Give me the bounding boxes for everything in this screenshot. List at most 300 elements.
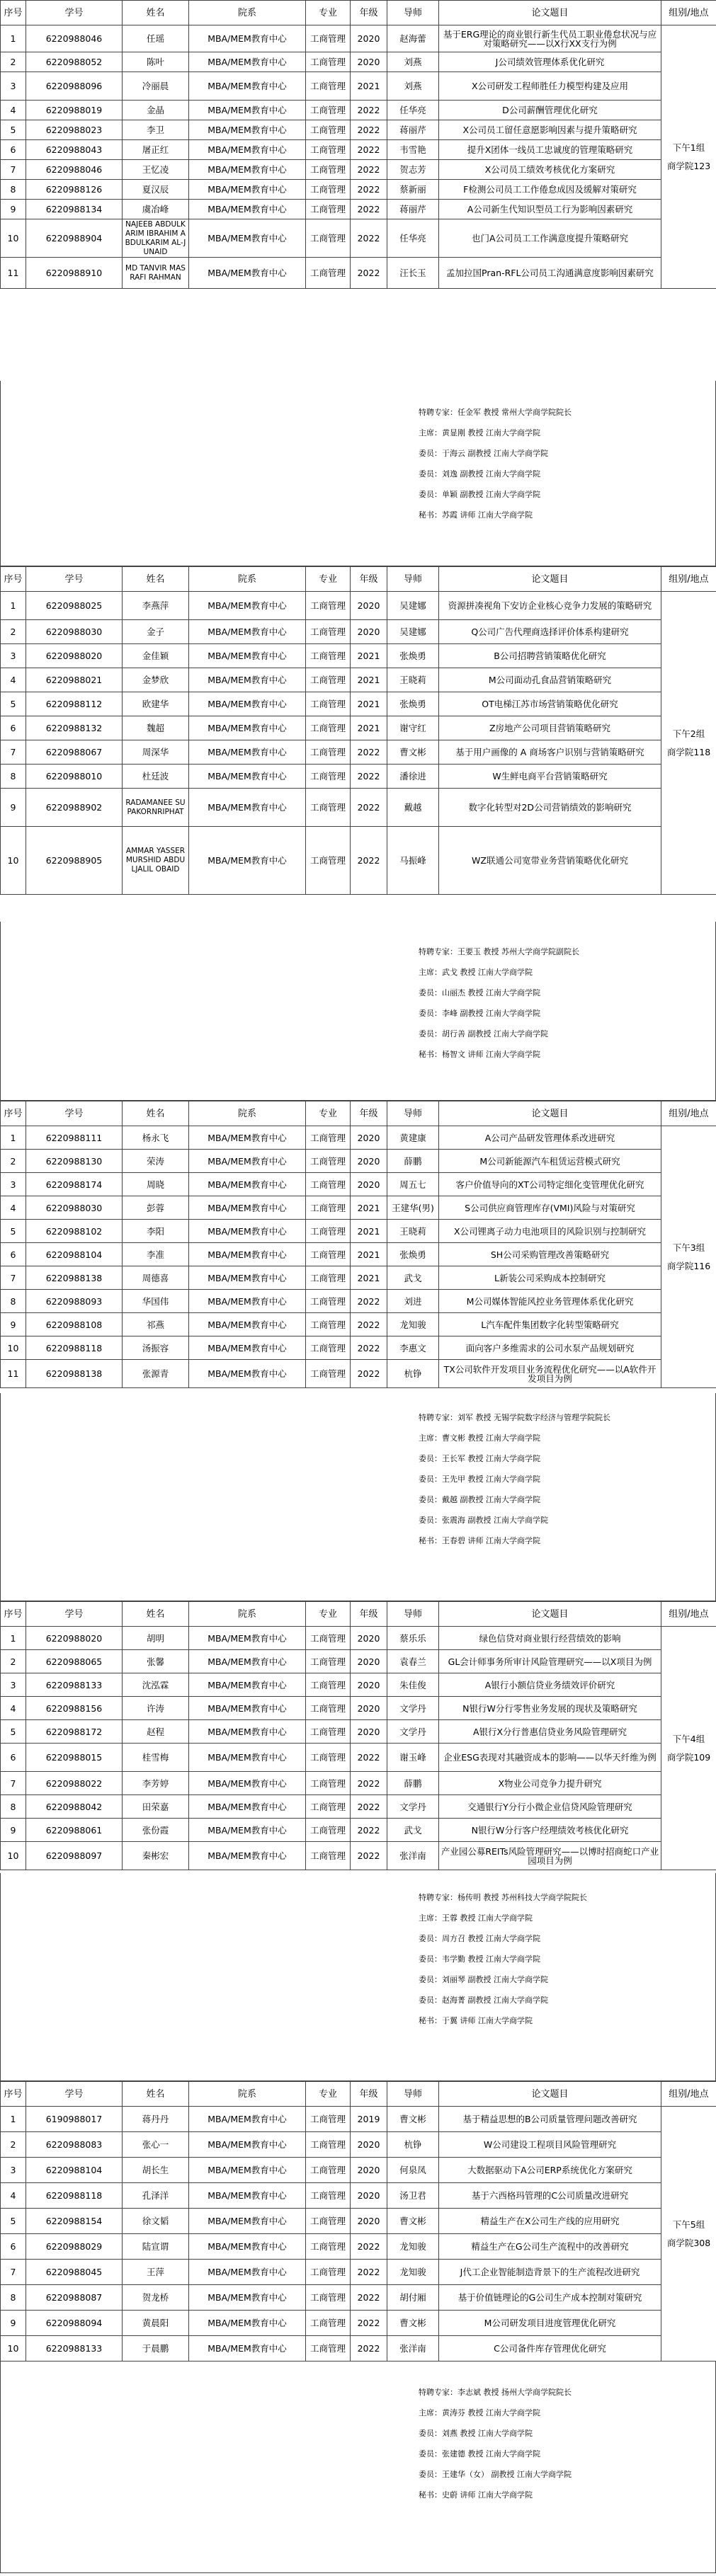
defense-table-group-1: [0, 0, 716, 289]
committee-panel-group-2: [0, 922, 716, 1101]
cell-grade: 2022: [351, 765, 387, 789]
table-row: [1, 2234, 716, 2260]
cell-index: 6: [1, 2234, 26, 2260]
cell-name: 张馨: [123, 1650, 189, 1673]
cell-grade: 2022: [351, 2260, 387, 2285]
cell-department: MBA/MEM教育中心: [189, 52, 306, 72]
cell-department: MBA/MEM教育中心: [189, 258, 306, 289]
cell-index: 9: [1, 1313, 26, 1336]
table-row: [1, 1673, 716, 1697]
cell-student-id: 6220988133: [26, 1673, 123, 1697]
cell-student-id: 6220988174: [26, 1173, 123, 1196]
committee-member: 委员：赵海菁 副教授 江南大学商学院: [419, 1996, 548, 2005]
cell-major: 工商管理: [306, 1720, 351, 1744]
table-row: [1, 160, 716, 180]
col-header-advisor: 导师: [387, 1, 439, 25]
cell-thesis-title: L汽车配件集团数字化转型策略研究: [439, 1313, 661, 1336]
table-row: [1, 72, 716, 101]
cell-index: 11: [1, 258, 26, 289]
cell-advisor: 张焕勇: [387, 1243, 439, 1266]
cell-name: 杜廷波: [123, 765, 189, 789]
table-row: [1, 716, 716, 740]
committee-panel-group-1: [0, 381, 716, 566]
cell-student-id: 6220988067: [26, 740, 123, 765]
col-header-major: 专业: [306, 2082, 351, 2107]
cell-major: 工商管理: [306, 120, 351, 140]
table-row: [1, 2158, 716, 2183]
cell-major: 工商管理: [306, 2336, 351, 2362]
cell-thesis-title: N银行W分行客户经理绩效考核优化研究: [439, 1819, 661, 1842]
cell-advisor: 杭铮: [387, 1360, 439, 1388]
col-header-department: 院系: [189, 1, 306, 25]
cell-advisor: 薛鹏: [387, 1772, 439, 1795]
col-header-thesis-title: 论文题目: [439, 2082, 661, 2107]
cell-major: 工商管理: [306, 1336, 351, 1360]
cell-advisor: 龙知骏: [387, 2234, 439, 2260]
cell-index: 8: [1, 1795, 26, 1819]
cell-student-id: 6220988093: [26, 1290, 123, 1313]
cell-index: 2: [1, 2132, 26, 2158]
cell-grade: 2020: [351, 2132, 387, 2158]
committee-member: 委员：刘丽琴 副教授 江南大学商学院: [419, 1975, 548, 1984]
cell-group-location: 下午3组 商学院116: [661, 1126, 716, 1388]
col-header-name: 姓名: [123, 2082, 189, 2107]
cell-student-id: 6190988017: [26, 2107, 123, 2132]
cell-grade: 2020: [351, 1150, 387, 1173]
table-header-row: [1, 567, 716, 592]
table-row: [1, 1744, 716, 1772]
cell-name: 胡明: [123, 1627, 189, 1650]
cell-student-id: 6220988045: [26, 2260, 123, 2285]
table-row: [1, 740, 716, 765]
table-row: [1, 1126, 716, 1150]
cell-advisor: 刘燕: [387, 72, 439, 101]
committee-panel-group-5: [0, 2361, 716, 2573]
cell-name: 桂雪梅: [123, 1744, 189, 1772]
cell-department: MBA/MEM教育中心: [189, 25, 306, 52]
cell-thesis-title: OT电梯江苏市场营销策略优化研究: [439, 692, 661, 716]
cell-thesis-title: F检测公司员工工作倦怠成因及缓解对策研究: [439, 180, 661, 200]
table-row: [1, 1243, 716, 1266]
cell-student-id: 6220988172: [26, 1720, 123, 1744]
cell-name: 祁燕: [123, 1313, 189, 1336]
cell-major: 工商管理: [306, 1150, 351, 1173]
col-header-thesis-title: 论文题目: [439, 1, 661, 25]
table-row: [1, 620, 716, 644]
cell-student-id: 6220988094: [26, 2311, 123, 2336]
cell-department: MBA/MEM教育中心: [189, 1842, 306, 1870]
cell-advisor: 王晓莉: [387, 668, 439, 692]
cell-student-id: 6220988023: [26, 120, 123, 140]
cell-advisor: 刘进: [387, 1290, 439, 1313]
cell-thesis-title: Q公司广告代理商选择评价体系构建研究: [439, 620, 661, 644]
committee-chair: 主席：王蓉 教授 江南大学商学院: [419, 1913, 533, 1923]
cell-index: 3: [1, 72, 26, 101]
cell-thesis-title: A银行X分行普惠信贷业务风险管理研究: [439, 1720, 661, 1744]
cell-major: 工商管理: [306, 644, 351, 668]
cell-thesis-title: 基于ERG理论的商业银行新生代员工职业倦怠状况与应对策略研究——以X行XX支行为例: [439, 25, 661, 52]
cell-major: 工商管理: [306, 1243, 351, 1266]
table-row: [1, 2132, 716, 2158]
table-row: [1, 1795, 716, 1819]
cell-department: MBA/MEM教育中心: [189, 644, 306, 668]
cell-advisor: 文学丹: [387, 1795, 439, 1819]
cell-advisor: 胡付厢: [387, 2285, 439, 2311]
cell-name: 赵程: [123, 1720, 189, 1744]
committee-panel-group-3: [0, 1393, 716, 1601]
cell-thesis-title: X公司员工留任意愿影响因素与提升策略研究: [439, 120, 661, 140]
col-header-group-location: 组别/地点: [661, 1, 716, 25]
cell-index: 2: [1, 1150, 26, 1173]
cell-advisor: 吴建娜: [387, 620, 439, 644]
committee-member: 委员：于海云 副教授 江南大学商学院: [419, 449, 548, 458]
cell-student-id: 6220988025: [26, 592, 123, 620]
cell-name: 王忆凌: [123, 160, 189, 180]
cell-department: MBA/MEM教育中心: [189, 668, 306, 692]
cell-grade: 2022: [351, 2285, 387, 2311]
cell-major: 工商管理: [306, 219, 351, 258]
cell-index: 4: [1, 668, 26, 692]
cell-index: 5: [1, 2209, 26, 2234]
committee-secretary: 秘书：史蔚 讲师 江南大学商学院: [419, 2490, 533, 2500]
cell-student-id: 6220988138: [26, 1266, 123, 1290]
cell-student-id: 6220988020: [26, 644, 123, 668]
cell-thesis-title: J公司绩效管理体系优化研究: [439, 52, 661, 72]
table-row: [1, 668, 716, 692]
cell-major: 工商管理: [306, 1173, 351, 1196]
table-row: [1, 1290, 716, 1313]
cell-student-id: 6220988030: [26, 1196, 123, 1220]
cell-name: 陈叶: [123, 52, 189, 72]
cell-department: MBA/MEM教育中心: [189, 2260, 306, 2285]
cell-advisor: 武戈: [387, 1819, 439, 1842]
col-header-advisor: 导师: [387, 1602, 439, 1627]
cell-department: MBA/MEM教育中心: [189, 1243, 306, 1266]
col-header-student-id: 学号: [26, 1101, 123, 1126]
col-header-grade: 年级: [351, 1101, 387, 1126]
cell-student-id: 6220988118: [26, 2183, 123, 2209]
committee-expert: 特聘专家：王要玉 教授 苏州大学商学院副院长: [419, 947, 579, 956]
cell-student-id: 6220988052: [26, 52, 123, 72]
defense-table-group-3: [0, 1101, 716, 1388]
table-row: [1, 101, 716, 120]
cell-name: 田荣嘉: [123, 1795, 189, 1819]
cell-grade: 2021: [351, 716, 387, 740]
committee-member: 委员：周方召 教授 江南大学商学院: [419, 1934, 540, 1943]
cell-major: 工商管理: [306, 2311, 351, 2336]
cell-department: MBA/MEM教育中心: [189, 72, 306, 101]
cell-advisor: 赵海蕾: [387, 25, 439, 52]
cell-name: 屠正红: [123, 140, 189, 160]
committee-member: 委员：王先甲 教授 江南大学商学院: [419, 1475, 540, 1484]
cell-major: 工商管理: [306, 2158, 351, 2183]
cell-advisor: 薛鹏: [387, 1150, 439, 1173]
cell-name: 张份霞: [123, 1819, 189, 1842]
committee-member: 委员：胡行善 副教授 江南大学商学院: [419, 1029, 548, 1038]
cell-index: 10: [1, 827, 26, 895]
cell-student-id: 6220988904: [26, 219, 123, 258]
col-header-name: 姓名: [123, 1, 189, 25]
col-header-name: 姓名: [123, 567, 189, 592]
cell-department: MBA/MEM教育中心: [189, 101, 306, 120]
cell-index: 2: [1, 620, 26, 644]
cell-student-id: 6220988010: [26, 765, 123, 789]
cell-advisor: 王建华(男): [387, 1196, 439, 1220]
table-row: [1, 765, 716, 789]
col-header-advisor: 导师: [387, 2082, 439, 2107]
cell-grade: 2020: [351, 1126, 387, 1150]
cell-student-id: 6220988065: [26, 1650, 123, 1673]
cell-grade: 2020: [351, 1173, 387, 1196]
cell-name: 张心一: [123, 2132, 189, 2158]
cell-name: 胡长生: [123, 2158, 189, 2183]
cell-thesis-title: A公司新生代知识型员工行为影响因素研究: [439, 200, 661, 219]
cell-grade: 2020: [351, 2158, 387, 2183]
cell-name: 李卫: [123, 120, 189, 140]
committee-expert: 特聘专家：任金军 教授 常州大学商学院院长: [419, 408, 572, 417]
cell-name: 虞冶峰: [123, 200, 189, 219]
cell-name: 杨永飞: [123, 1126, 189, 1150]
cell-student-id: 6220988046: [26, 25, 123, 52]
cell-major: 工商管理: [306, 72, 351, 101]
cell-name: 王萍: [123, 2260, 189, 2285]
cell-advisor: 蔡新丽: [387, 180, 439, 200]
col-header-department: 院系: [189, 1602, 306, 1627]
cell-thesis-title: 面向客户多维需求的公司水泵产品规划研究: [439, 1336, 661, 1360]
cell-student-id: 6220988112: [26, 692, 123, 716]
cell-index: 5: [1, 692, 26, 716]
col-header-department: 院系: [189, 2082, 306, 2107]
cell-thesis-title: GL会计师事务所审计风险管理研究——以X项目为例: [439, 1650, 661, 1673]
committee-member: 委员：张建德 教授 江南大学商学院: [419, 2449, 540, 2458]
cell-department: MBA/MEM教育中心: [189, 2107, 306, 2132]
cell-department: MBA/MEM教育中心: [189, 592, 306, 620]
col-header-thesis-title: 论文题目: [439, 1602, 661, 1627]
cell-major: 工商管理: [306, 140, 351, 160]
cell-student-id: 6220988130: [26, 1150, 123, 1173]
col-header-student-id: 学号: [26, 1602, 123, 1627]
cell-index: 1: [1, 25, 26, 52]
cell-name: 金佳颖: [123, 644, 189, 668]
cell-major: 工商管理: [306, 716, 351, 740]
cell-thesis-title: 绿色信贷对商业银行经营绩效的影响: [439, 1627, 661, 1650]
cell-department: MBA/MEM教育中心: [189, 160, 306, 180]
col-header-department: 院系: [189, 567, 306, 592]
cell-name: MD TANVIR MASRAFI RAHMAN: [123, 258, 189, 289]
cell-index: 1: [1, 592, 26, 620]
cell-major: 工商管理: [306, 1196, 351, 1220]
cell-index: 9: [1, 200, 26, 219]
cell-grade: 2020: [351, 620, 387, 644]
cell-thesis-title: 基于六西格玛管理的C公司质量改进研究: [439, 2183, 661, 2209]
cell-major: 工商管理: [306, 1650, 351, 1673]
table-row: [1, 1196, 716, 1220]
cell-student-id: 6220988902: [26, 789, 123, 827]
defense-table-group-4: [0, 1601, 716, 1870]
cell-name: 荣涛: [123, 1150, 189, 1173]
cell-major: 工商管理: [306, 789, 351, 827]
table-header-row: [1, 1602, 716, 1627]
cell-advisor: 张洋南: [387, 2336, 439, 2362]
cell-student-id: 6220988043: [26, 140, 123, 160]
committee-chair: 主席：曹文彬 教授 江南大学商学院: [419, 1433, 540, 1443]
cell-student-id: 6220988104: [26, 1243, 123, 1266]
committee-secretary: 秘书：于翼 讲师 江南大学商学院: [419, 2016, 533, 2025]
cell-student-id: 6220988042: [26, 1795, 123, 1819]
cell-grade: 2022: [351, 101, 387, 120]
cell-advisor: 贺志芳: [387, 160, 439, 180]
cell-name: 华国伟: [123, 1290, 189, 1313]
cell-index: 6: [1, 716, 26, 740]
cell-index: 7: [1, 1266, 26, 1290]
cell-advisor: 文学丹: [387, 1697, 439, 1720]
col-header-index: 序号: [1, 2082, 26, 2107]
table-row: [1, 2311, 716, 2336]
cell-major: 工商管理: [306, 2234, 351, 2260]
cell-index: 9: [1, 1819, 26, 1842]
cell-department: MBA/MEM教育中心: [189, 180, 306, 200]
cell-thesis-title: 孟加拉国Pran-RFL公司员工沟通满意度影响因素研究: [439, 258, 661, 289]
cell-grade: 2021: [351, 644, 387, 668]
cell-grade: 2022: [351, 789, 387, 827]
cell-student-id: 6220988061: [26, 1819, 123, 1842]
cell-grade: 2022: [351, 180, 387, 200]
cell-department: MBA/MEM教育中心: [189, 740, 306, 765]
cell-index: 6: [1, 140, 26, 160]
cell-name: 李阳: [123, 1220, 189, 1243]
cell-student-id: 6220988022: [26, 1772, 123, 1795]
cell-thesis-title: M公司面动孔食品营销策略研究: [439, 668, 661, 692]
cell-advisor: 龙知骏: [387, 1313, 439, 1336]
cell-major: 工商管理: [306, 668, 351, 692]
cell-major: 工商管理: [306, 2260, 351, 2285]
cell-grade: 2022: [351, 140, 387, 160]
cell-thesis-title: 精益生产在G公司生产流程中的改善研究: [439, 2234, 661, 2260]
cell-major: 工商管理: [306, 1360, 351, 1388]
cell-grade: 2022: [351, 1795, 387, 1819]
col-header-grade: 年级: [351, 1602, 387, 1627]
cell-advisor: 韦雪艳: [387, 140, 439, 160]
cell-major: 工商管理: [306, 2285, 351, 2311]
cell-department: MBA/MEM教育中心: [189, 1126, 306, 1150]
cell-index: 5: [1, 1720, 26, 1744]
cell-grade: 2022: [351, 1744, 387, 1772]
cell-major: 工商管理: [306, 180, 351, 200]
cell-department: MBA/MEM教育中心: [189, 1720, 306, 1744]
table-row: [1, 592, 716, 620]
col-header-student-id: 学号: [26, 567, 123, 592]
cell-advisor: 何泉凤: [387, 2158, 439, 2183]
table-row: [1, 1819, 716, 1842]
committee-chair: 主席：黄显刚 教授 江南大学商学院: [419, 428, 540, 437]
table-row: [1, 200, 716, 219]
cell-name: 金子: [123, 620, 189, 644]
table-header-row: [1, 1, 716, 25]
cell-advisor: 黄建康: [387, 1126, 439, 1150]
cell-major: 工商管理: [306, 1744, 351, 1772]
cell-department: MBA/MEM教育中心: [189, 765, 306, 789]
committee-secretary: 秘书：王春碧 讲师 江南大学商学院: [419, 1536, 540, 1545]
cell-department: MBA/MEM教育中心: [189, 1795, 306, 1819]
cell-grade: 2021: [351, 1196, 387, 1220]
cell-department: MBA/MEM教育中心: [189, 1220, 306, 1243]
committee-member: 委员：李峰 副教授 江南大学商学院: [419, 1009, 540, 1018]
committee-member: 委员：刘燕 教授 江南大学商学院: [419, 2429, 533, 2438]
cell-department: MBA/MEM教育中心: [189, 827, 306, 895]
cell-name: 贺龙桥: [123, 2285, 189, 2311]
cell-name: 冷丽晨: [123, 72, 189, 101]
cell-department: MBA/MEM教育中心: [189, 1673, 306, 1697]
col-header-grade: 年级: [351, 2082, 387, 2107]
cell-student-id: 6220988019: [26, 101, 123, 120]
cell-grade: 2022: [351, 120, 387, 140]
cell-major: 工商管理: [306, 52, 351, 72]
cell-advisor: 任华亮: [387, 219, 439, 258]
cell-department: MBA/MEM教育中心: [189, 2234, 306, 2260]
cell-major: 工商管理: [306, 692, 351, 716]
cell-grade: 2021: [351, 1220, 387, 1243]
cell-major: 工商管理: [306, 620, 351, 644]
cell-major: 工商管理: [306, 765, 351, 789]
cell-department: MBA/MEM教育中心: [189, 140, 306, 160]
cell-major: 工商管理: [306, 1627, 351, 1650]
cell-grade: 2022: [351, 1842, 387, 1870]
cell-name: 陆宣谓: [123, 2234, 189, 2260]
cell-student-id: 6220988015: [26, 1744, 123, 1772]
cell-advisor: 谢守红: [387, 716, 439, 740]
cell-thesis-title: L新装公司采购成本控制研究: [439, 1266, 661, 1290]
cell-student-id: 6220988118: [26, 1336, 123, 1360]
cell-major: 工商管理: [306, 101, 351, 120]
cell-grade: 2020: [351, 2183, 387, 2209]
cell-advisor: 蒋丽芹: [387, 200, 439, 219]
cell-department: MBA/MEM教育中心: [189, 1196, 306, 1220]
committee-panel-group-4: [0, 1873, 716, 2081]
cell-index: 8: [1, 1290, 26, 1313]
cell-student-id: 6220988138: [26, 1360, 123, 1388]
cell-index: 2: [1, 1650, 26, 1673]
col-header-group-location: 组别/地点: [661, 2082, 716, 2107]
cell-thesis-title: 也门A公司员工工作满意度提升策略研究: [439, 219, 661, 258]
cell-department: MBA/MEM教育中心: [189, 2209, 306, 2234]
cell-grade: 2021: [351, 1243, 387, 1266]
committee-expert: 特聘专家：李志斌 教授 扬州大学商学院院长: [419, 2388, 572, 2397]
cell-major: 工商管理: [306, 827, 351, 895]
cell-student-id: 6220988029: [26, 2234, 123, 2260]
cell-grade: 2021: [351, 692, 387, 716]
cell-major: 工商管理: [306, 1290, 351, 1313]
cell-grade: 2020: [351, 1697, 387, 1720]
cell-thesis-title: 精益生产在X公司生产线的应用研究: [439, 2209, 661, 2234]
cell-index: 7: [1, 160, 26, 180]
cell-thesis-title: 基于价值链理论的G公司生产成本控制对策研究: [439, 2285, 661, 2311]
cell-advisor: 武戈: [387, 1266, 439, 1290]
cell-index: 6: [1, 1744, 26, 1772]
cell-department: MBA/MEM教育中心: [189, 219, 306, 258]
cell-index: 9: [1, 2311, 26, 2336]
cell-group-location: 下午5组 商学院308: [661, 2107, 716, 2362]
cell-student-id: 6220988030: [26, 620, 123, 644]
committee-member: 委员：戴越 副教授 江南大学商学院: [419, 1495, 540, 1504]
cell-advisor: 张洋南: [387, 1842, 439, 1870]
cell-thesis-title: D公司薪酬管理优化研究: [439, 101, 661, 120]
cell-advisor: 蒋丽芹: [387, 120, 439, 140]
cell-grade: 2022: [351, 740, 387, 765]
cell-major: 工商管理: [306, 740, 351, 765]
cell-name: 黄晨阳: [123, 2311, 189, 2336]
cell-thesis-title: 产业园公募REITs风险管理研究——以博时招商蛇口产业园项目为例: [439, 1842, 661, 1870]
cell-name: 蒋丹丹: [123, 2107, 189, 2132]
